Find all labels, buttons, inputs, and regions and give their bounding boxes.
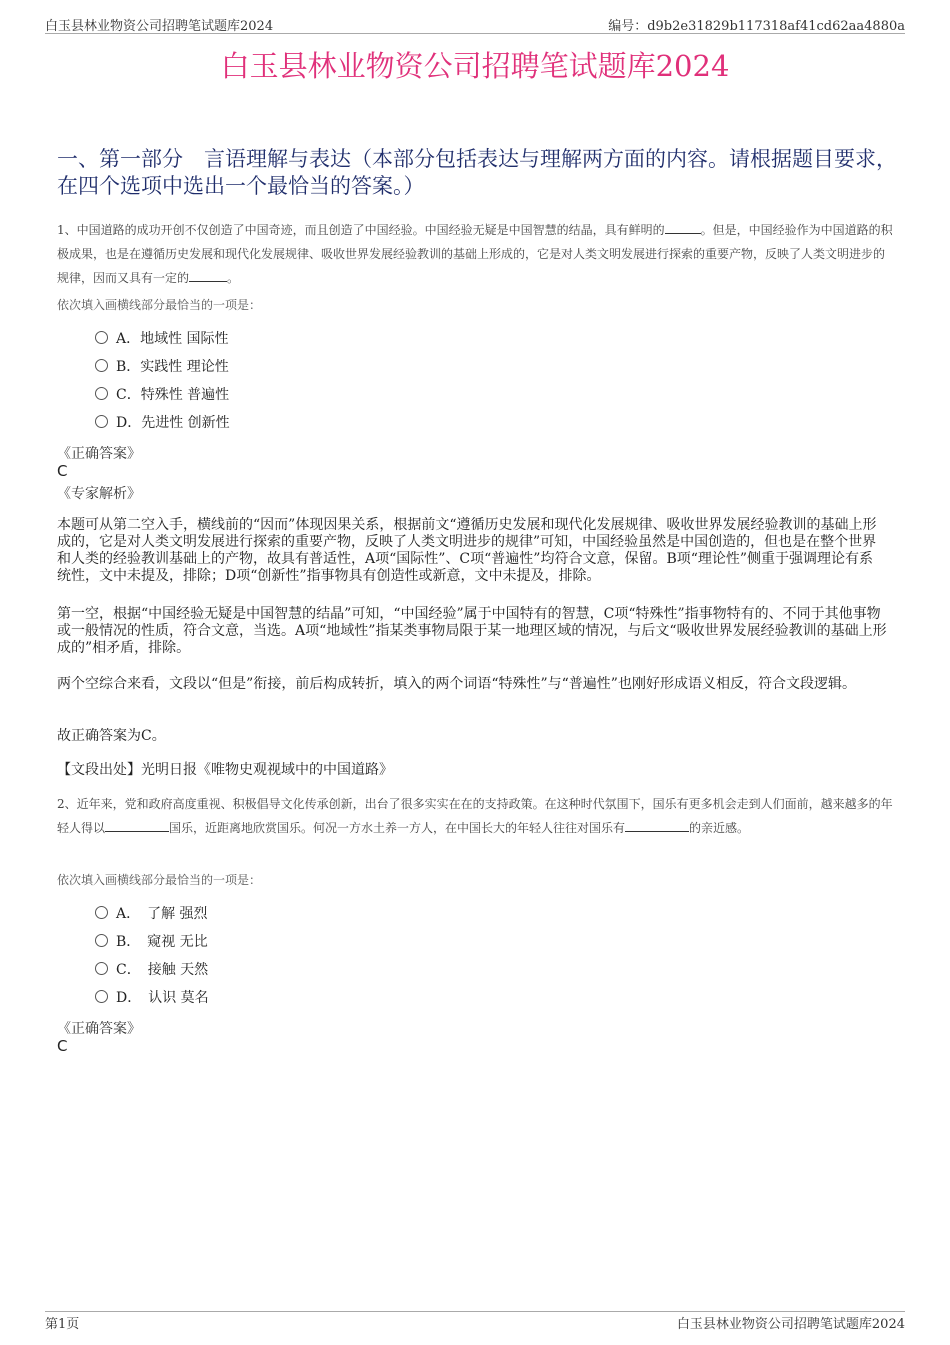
footer-divider [45,1311,905,1312]
header-left-title: 白玉县林业物资公司招聘笔试题库2024 [45,19,274,34]
question-1-text [57,218,895,290]
analysis-paragraph-2: 第一空，根据“中国经验无疑是中国智慧的结晶”可知，“中国经验”属于中国特有的智慧，C项“特殊性”指事物特有的、不同于其他事物或一般情况的性质，符合文意，当选。A项“地域性”指某类事物局限于某一地理区域的情况，与后文“吸收世界发展经验教训的基础上形成的”相矛盾，排除。 [57,606,887,656]
q1-option-d[interactable] [95,413,230,433]
document-title: 白玉县林业物资公司招聘笔试题库2024 [220,49,730,83]
analysis-source: 【文段出处】光明日报《唯物史观视域中的中国道路》 [57,762,393,778]
radio-icon[interactable] [95,934,108,947]
question-1-text-part-c: 。 [227,271,240,285]
question-1-prompt: 依次填入画横线部分最恰当的一项是： [57,298,262,312]
option-label: D． 认识 莫名 [116,990,209,1006]
radio-icon[interactable] [95,990,108,1003]
q2-option-b[interactable] [95,932,208,952]
question-2-text-part-b: 国乐，近距离地欣赏国乐。何况一方水土养一方人，在中国长大的年轻人往往对国乐有 [169,821,626,835]
q1-answer-label: 《正确答案》 [57,446,141,462]
q2-answer: C [57,1037,68,1055]
analysis-paragraph-1: 本题可从第二空入手，横线前的“因而”体现因果关系，根据前文“遵循历史发展和现代化发展规律、吸收世界发展经验教训的基础上形成的，它是对人类文明发展进行探索的重要产物，反映了人类文明进步的规律”可知，中国经验虽然是中国创造的，但也是在整个世界和人类的经验教训基础上的产物，故具有普适性，A项“国际性”、C项“普遍性”均符合文意，保留。B项“理论性”侧重于强调理论有系统性，文中未提及，排除；D项“创新性”指事物具有创造性或新意，文中未提及，排除。 [57,517,877,584]
analysis-paragraph-3: 两个空综合来看，文段以“但是”衔接，前后构成转折，填入的两个词语“特殊性”与“普遍性”也刚好形成语义相反，符合文段逻辑。 [57,676,856,692]
blank-2 [189,281,227,282]
analysis-paragraph-4: 故正确答案为C。 [57,728,166,744]
section-heading: 一、第一部分 言语理解与表达（本部分包括表达与理解两方面的内容。请根据题目要求，在四个选项中选出一个最恰当的答案。） [57,147,897,198]
blank-2 [625,831,689,832]
page-number: 第1页 [45,1317,80,1332]
radio-icon[interactable] [95,387,108,400]
option-label: A．地域性 国际性 [116,331,229,347]
radio-icon[interactable] [95,962,108,975]
radio-icon[interactable] [95,359,108,372]
blank-1 [665,233,701,234]
option-label: A． 了解 强烈 [116,906,208,922]
radio-icon[interactable] [95,415,108,428]
question-2-text-part-c: 的亲近感。 [689,821,750,835]
q1-option-b[interactable] [95,357,229,377]
blank-1 [105,831,169,832]
header-divider [45,33,905,34]
q1-option-a[interactable] [95,329,229,349]
radio-icon[interactable] [95,331,108,344]
option-label: B．实践性 理论性 [116,359,229,375]
footer-title: 白玉县林业物资公司招聘笔试题库2024 [676,1317,905,1332]
header-doc-id: 编号：d9b2e31829b117318af41cd62aa4880a [608,19,905,34]
q2-answer-label: 《正确答案》 [57,1021,141,1037]
question-2-text [57,792,895,840]
option-label: C． 接触 天然 [116,962,209,978]
question-1-text-part-a: 1、中国道路的成功开创不仅创造了中国奇迹，而且创造了中国经验。中国经验无疑是中国智慧的结晶，具有鲜明的 [57,223,665,237]
q2-option-d[interactable] [95,988,209,1008]
option-label: C．特殊性 普遍性 [116,387,230,403]
q2-option-c[interactable] [95,960,208,980]
radio-icon[interactable] [95,906,108,919]
q1-option-c[interactable] [95,385,229,405]
question-2-prompt: 依次填入画横线部分最恰当的一项是： [57,873,262,887]
question-2-text-part-a: 2、近年来，党和政府高度重视、积极倡导文化传承创新，出台了很多实实在在的支持政策。在这种时代氛围下，国乐有更多机会走到人们面前，越来越多的年轻人得以 [57,797,893,835]
question-1-text-part-b: 。但是，中国经验作为中国道路的积极成果，也是在遵循历史发展和现代化发展规律、吸收世界发展经验教训的基础上形成的，它是对人类文明发展进行探索的重要产物，反映了人类文明进步的规律，因而又具有一定的 [57,223,893,285]
q1-answer: C [57,462,68,480]
option-label: B． 窥视 无比 [116,934,208,950]
q1-analysis-label: 《专家解析》 [57,486,141,502]
q2-option-a[interactable] [95,904,208,924]
option-label: D．先进性 创新性 [116,415,230,431]
